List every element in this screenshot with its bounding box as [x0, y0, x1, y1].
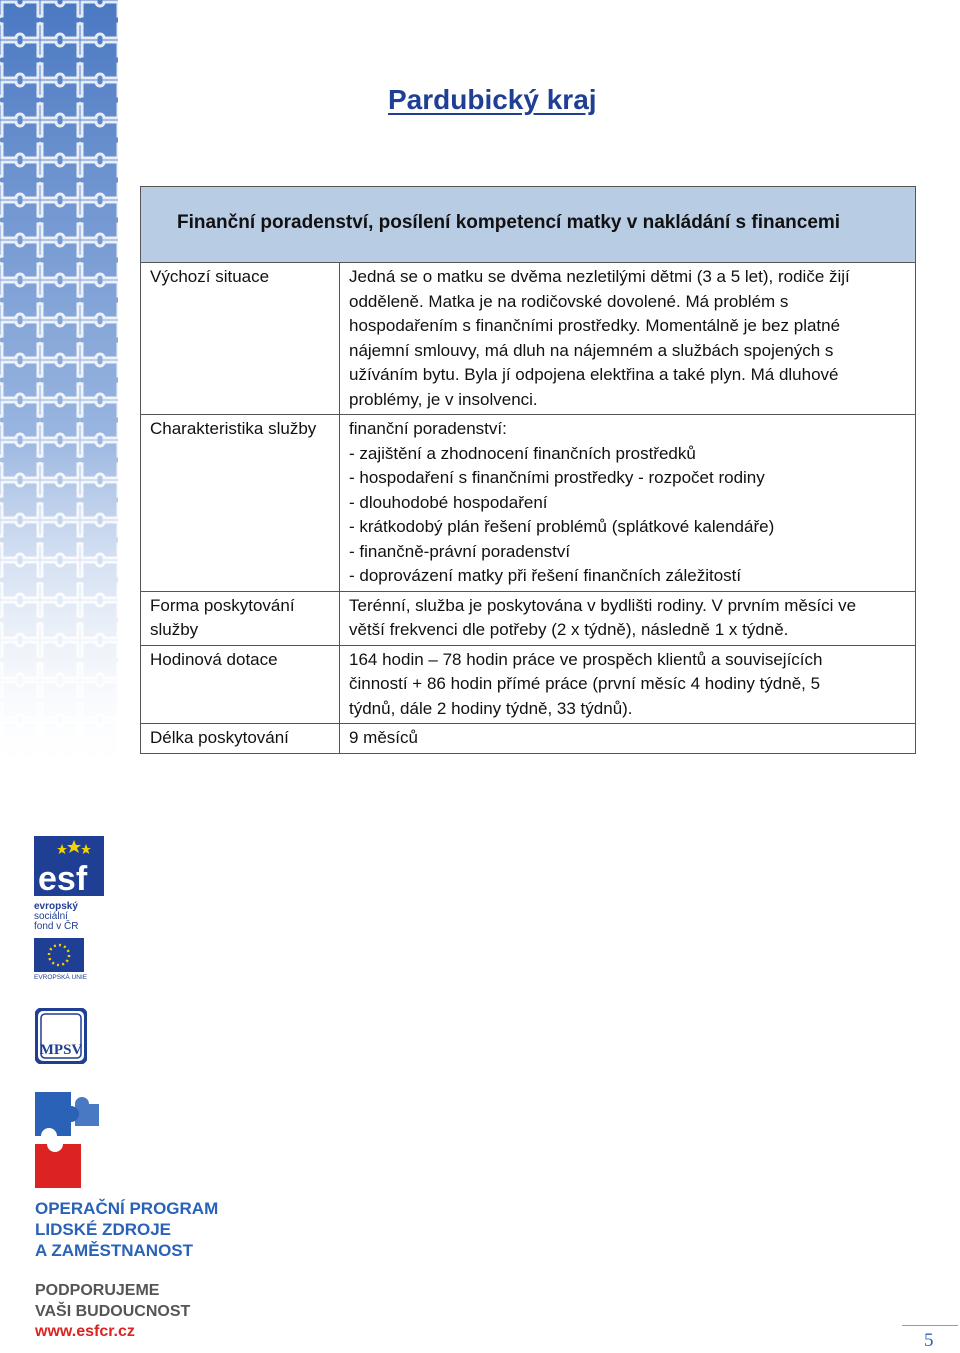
slogan-line: VAŠI BUDOUCNOST	[35, 1303, 191, 1320]
website-link[interactable]: www.esfcr.cz	[35, 1323, 135, 1340]
table-row	[141, 645, 916, 724]
text-line: - krátkodobý plán řešení problémů (splátkové kalendáře)	[349, 517, 775, 536]
mpsv-logo	[35, 1008, 87, 1064]
row-value	[340, 415, 916, 592]
table-header-row	[141, 187, 916, 263]
row-value	[340, 263, 916, 415]
op-program-text	[35, 1198, 218, 1261]
page-title: Pardubický kraj	[388, 84, 597, 115]
op-line: A ZAMĚSTNANOST	[35, 1241, 194, 1260]
text-line: užíváním bytu. Byla jí odpojena elektřina a také plyn. Má dluhové	[349, 365, 839, 384]
esf-caption-line: evropský	[34, 901, 78, 912]
table-row	[141, 591, 916, 645]
text-line: týdnů, dále 2 hodiny týdně, 33 týdnů).	[349, 698, 633, 718]
text-line: 164 hodin – 78 hodin práce ve prospěch klientů a souvisejících	[349, 649, 823, 669]
op-line: LIDSKÉ ZDROJE	[35, 1220, 172, 1239]
text-line: Terénní, služba je poskytována v bydlišti rodiny. V prvním měsíci ve	[349, 595, 857, 615]
text-line: nájemní smlouvy, má dluh na nájemném a službách spojených s	[349, 340, 834, 360]
eu-caption: EVROPSKÁ UNIE	[34, 974, 88, 981]
text-line: činností + 86 hodin přímé práce (první měsíc 4 hodiny týdně, 5	[349, 674, 821, 693]
row-label: Forma poskytování služby	[141, 591, 340, 645]
mpsv-mark: MPSV	[39, 1042, 83, 1058]
op-line: OPERAČNÍ PROGRAM	[35, 1199, 219, 1218]
text-line: finanční poradenství:	[349, 419, 507, 438]
text-line: větší frekvenci dle potřeby (2 x týdně), následně 1 x týdně.	[349, 620, 789, 639]
service-table	[140, 186, 916, 754]
op-puzzle-logo	[35, 1092, 101, 1190]
puzzle-blue-icon	[35, 1092, 79, 1136]
row-label: Délka poskytování	[141, 724, 340, 754]
table-row	[141, 724, 916, 754]
table-row	[141, 263, 916, 415]
text-line: - dlouhodobé hospodaření	[349, 492, 548, 512]
puzzle-decoration	[0, 0, 118, 790]
text-line: hospodařením s finančními prostředky. Momentálně je bez platné	[349, 316, 841, 335]
text-line: Jedná se o matku se dvěma nezletilými dětmi (3 a 5 let), rodiče žijí	[349, 267, 850, 286]
esf-caption-line: fond v ČR	[34, 921, 79, 932]
page-number-rule	[902, 1325, 958, 1326]
text-line: odděleně. Matka je na rodičovské dovolené. Má problém s	[349, 291, 789, 311]
text-line: - doprovázení matky při řešení finančních záležitostí	[349, 566, 742, 585]
eu-flag-icon	[34, 938, 84, 972]
row-value	[340, 591, 916, 645]
text-line: - finančně-právní poradenství	[349, 541, 571, 561]
text-line: 9 měsíců	[349, 728, 418, 747]
esf-mark: esf	[38, 860, 88, 898]
row-label: Hodinová dotace	[141, 645, 340, 724]
puzzle-blue-small-icon	[75, 1097, 99, 1126]
text-line: problémy, je v insolvenci.	[349, 389, 538, 409]
row-value	[340, 724, 916, 754]
slogan	[35, 1280, 190, 1322]
row-label: Výchozí situace	[141, 263, 340, 415]
esf-caption-line: sociální	[34, 911, 68, 922]
text-line: - hospodaření s finančními prostředky - rozpočet rodiny	[349, 468, 765, 487]
page-number: 5	[924, 1330, 934, 1351]
row-label: Charakteristika služby	[141, 415, 340, 592]
slogan-line: PODPORUJEME	[35, 1282, 160, 1299]
text-line: - zajištění a zhodnocení finančních prostředků	[349, 443, 696, 463]
table-header: Finanční poradenství, posílení kompetencí matky v nakládání s financemi	[141, 187, 916, 263]
table-row	[141, 415, 916, 592]
puzzle-red-icon	[35, 1144, 81, 1188]
row-value	[340, 645, 916, 724]
esf-logo	[34, 836, 106, 981]
